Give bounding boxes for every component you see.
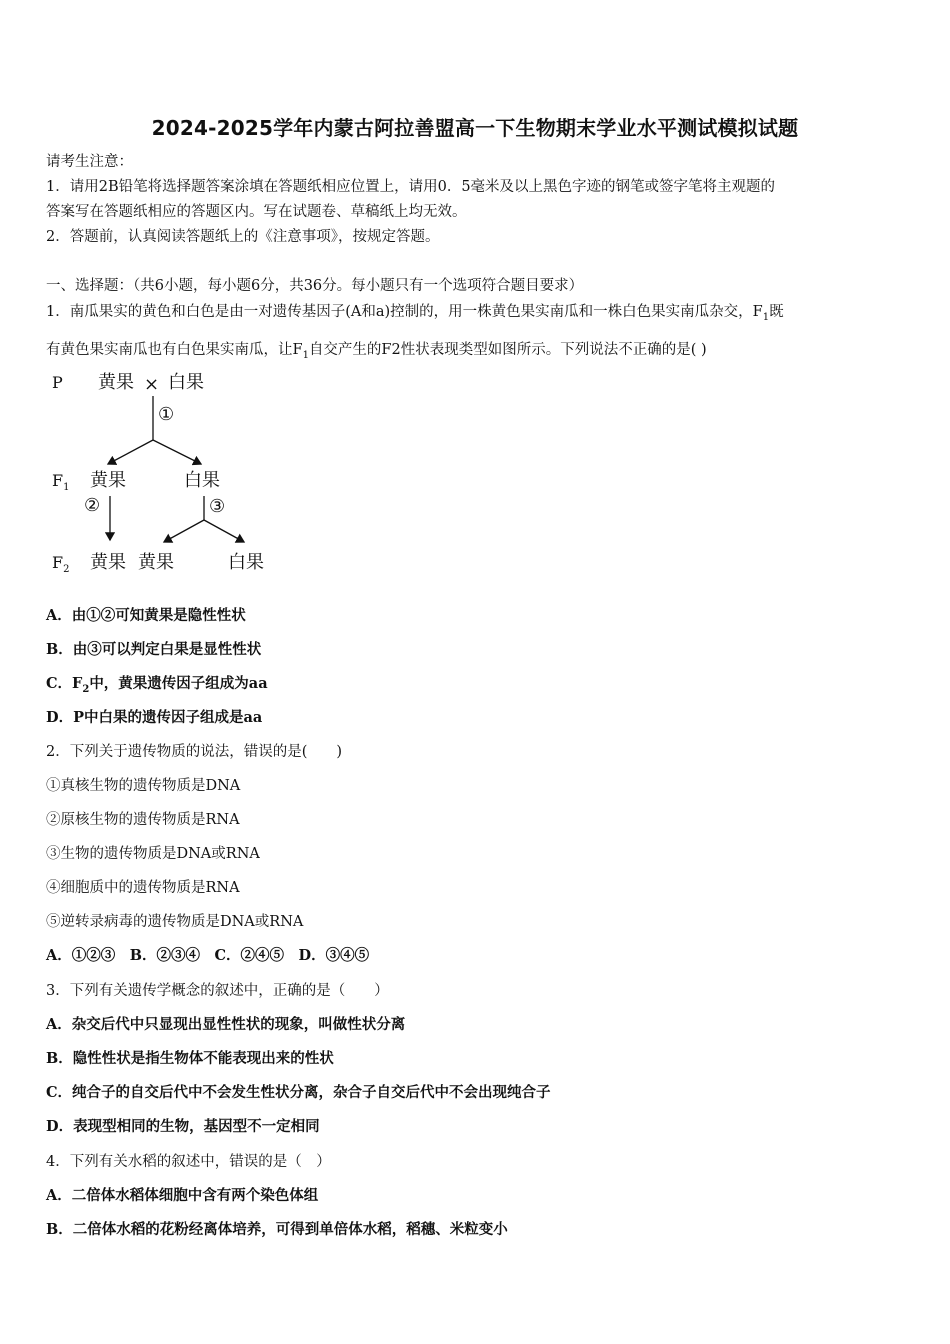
f2-white-fruit: 白果	[228, 552, 264, 573]
q3-option-d: D．表现型相同的生物，基因型不一定相同	[46, 1118, 320, 1135]
arrow-to-f1-white	[153, 440, 201, 464]
f1-white-fruit: 白果	[184, 470, 220, 491]
q2-stem: 2．下列关于遗传物质的说法，错误的是( )	[46, 744, 343, 760]
page-title: 2024-2025学年内蒙古阿拉善盟高一下生物期末学业水平测试模拟试题	[151, 116, 799, 140]
q2-statement-3: ③生物的遗传物质是DNA或RNA	[46, 846, 260, 862]
f2-yellow-fruit-b: 黄果	[138, 552, 174, 573]
q2-statement-1: ①真核生物的遗传物质是DNA	[46, 778, 241, 794]
f1-generation-label: $F_1$	[52, 471, 70, 493]
notice-header: 请考生注意：	[46, 154, 133, 170]
step-3-marker: ③	[209, 496, 226, 517]
q1-stem-line2: 有黄色果实南瓜也有白色果实南瓜，让$F_1$自交产生的F2性状表现类型如图所示。下列说法不正确的是( )	[46, 342, 707, 361]
step-2-marker: ②	[84, 495, 101, 516]
q1-option-c: C．$F_2$中，黄果遗传因子组成为aa	[46, 675, 268, 695]
q1-stem-line1: 1．南瓜果实的黄色和白色是由一对遗传基因子(A和a)控制的，用一株黄色果实南瓜和一株白色果实南瓜杂交，$F_1$既	[46, 304, 784, 323]
p-yellow-fruit: 黄果	[98, 372, 134, 393]
q3-option-b: B．隐性性状是指生物体不能表现出来的性状	[46, 1050, 334, 1067]
p-white-fruit: 白果	[168, 372, 204, 393]
q3-option-a: A．杂交后代中只显现出显性性状的现象，叫做性状分离	[46, 1016, 406, 1033]
notice-item-2: 2．答题前，认真阅读答题纸上的《注意事项》，按规定答题。	[46, 229, 440, 245]
q2-statement-2: ②原核生物的遗传物质是RNA	[46, 812, 240, 828]
q1-option-d: D．P中白果的遗传因子组成是aa	[46, 709, 263, 726]
q3-option-c: C．纯合子的自交后代中不会发生性状分离，杂合子自交后代中不会出现纯合子	[46, 1084, 551, 1101]
arrow-to-f2-white	[204, 520, 244, 542]
q2-options: A．①②③ B．②③④ C．②④⑤ D．③④⑤	[46, 947, 370, 964]
q1-option-b: B．由③可以判定白果是显性性状	[46, 641, 262, 658]
q4-option-b: B．二倍体水稻的花粉经离体培养，可得到单倍体水稻，稻穗、米粒变小	[46, 1221, 508, 1238]
p-generation-label: P	[52, 373, 63, 392]
arrow-to-f1-yellow	[108, 440, 153, 464]
f1-yellow-fruit: 黄果	[90, 470, 126, 491]
notice-item-1b: 答案写在答题纸相应的答题区内。写在试题卷、草稿纸上均无效。	[46, 204, 467, 220]
section-header: 一、选择题：（共6小题，每小题6分，共36分。每小题只有一个选项符合题目要求）	[46, 278, 584, 294]
step-1-marker: ①	[158, 404, 175, 425]
cross-symbol: ×	[144, 374, 160, 395]
genetics-cross-diagram	[46, 368, 286, 580]
f2-generation-label: $F_2$	[52, 553, 70, 575]
notice-item-1a: 1．请用2B铅笔将选择题答案涂填在答题纸相应位置上，请用0．5毫米及以上黑色字迹的钢笔或签字笔将主观题的	[46, 179, 776, 195]
q4-option-a: A．二倍体水稻体细胞中含有两个染色体组	[46, 1187, 319, 1204]
q3-stem: 3．下列有关遗传学概念的叙述中，正确的是（ ）	[46, 983, 389, 999]
q2-statement-5: ⑤逆转录病毒的遗传物质是DNA或RNA	[46, 914, 304, 930]
q2-statement-4: ④细胞质中的遗传物质是RNA	[46, 880, 240, 896]
q4-stem: 4．下列有关水稻的叙述中，错误的是（ ）	[46, 1154, 331, 1170]
arrow-to-f2-yellow	[164, 520, 204, 542]
q1-option-a: A．由①②可知黄果是隐性性状	[46, 607, 246, 624]
f2-yellow-fruit-a: 黄果	[90, 552, 126, 573]
